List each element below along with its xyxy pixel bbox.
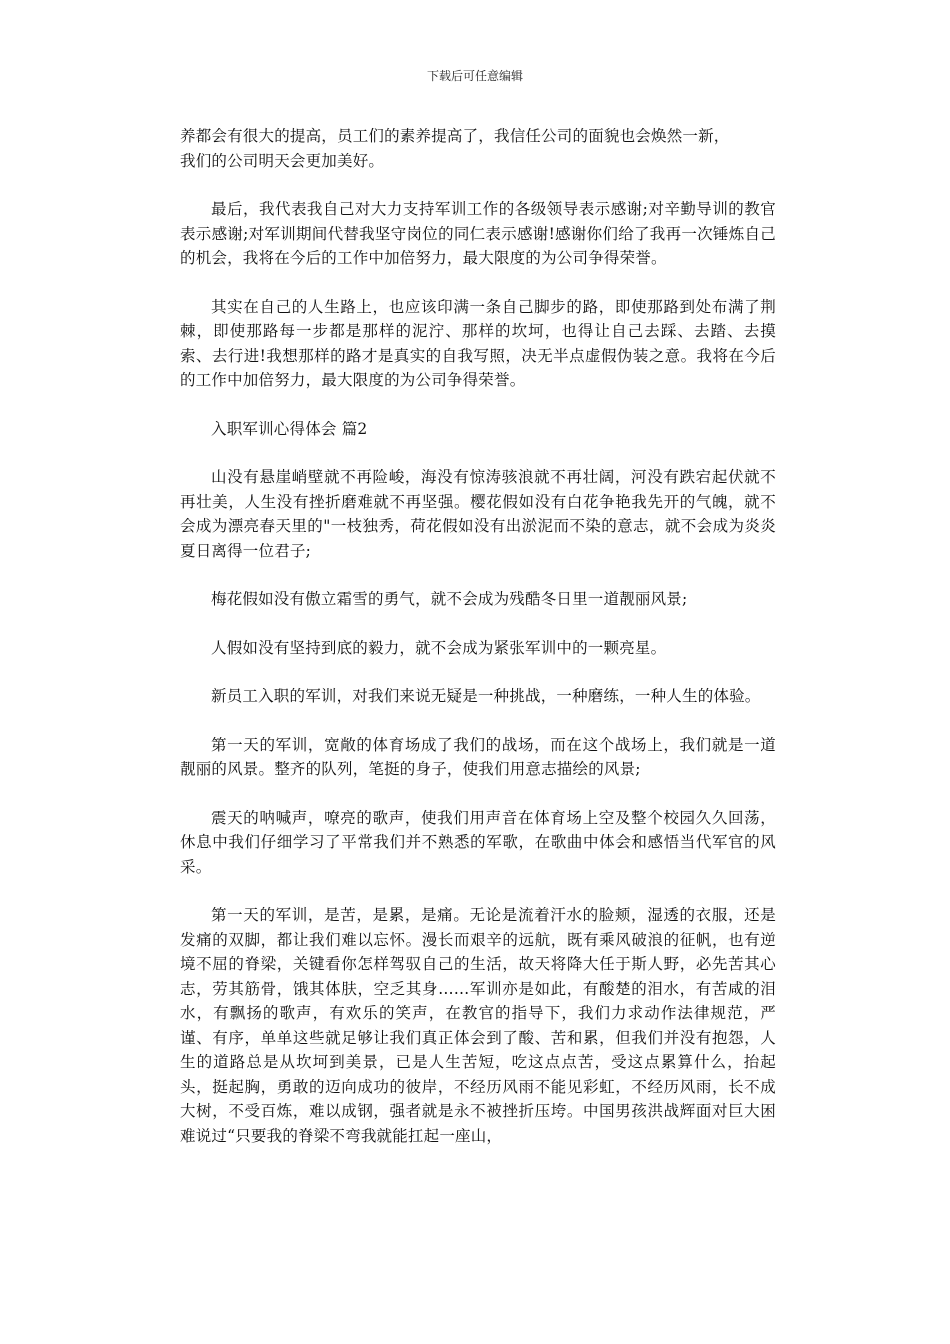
- page-header-note: 下载后可任意编辑: [426, 69, 523, 83]
- paragraph-thanks: 最后，我代表我自己对大力支持军训工作的各级领导表示感谢;对辛勤导训的教官表示感谢;对军训期间代替我坚守岗位的同仁表示感谢!感谢你们给了我再一次锤炼自己的机会，我将在今后的工作中加倍努力，最大限度的为公司争得荣誉。: [180, 200, 776, 267]
- document-body: [180, 124, 776, 1172]
- section-heading: 入职军训心得体会 篇2: [211, 419, 368, 438]
- paragraph-hardship: 第一天的军训，是苦，是累，是痛。无论是流着汗水的脸颊，湿透的衣服，还是发痛的双脚，都让我们难以忘怀。漫长而艰辛的远航，既有乘风破浪的征帆，也有逆境不屈的脊梁，关键看你怎样驾驭自己的生活，故天将降大任于斯人野，必先苦其心志，劳其筋骨，饿其体肤，空乏其身……军训亦是如此，有酸楚的泪水，有苦咸的泪水，有飘扬的歌声，有欢乐的笑声，在教官的指导下，我们力求动作法律规范，严谨、有序，单单这些就足够让我们真正体会到了酸、苦和累，但我们并没有抱怨，人生的道路总是从坎坷到美景，已是人生苦短，吃这点点苦，受这点累算什么，抬起头，挺起胸，勇敢的迈向成功的彼岸，不经历风雨不能见彩虹，不经历风雨，长不成大树，不受百炼，难以成钢，强者就是永不被挫折压垮。中国男孩洪战辉面对巨大困难说过“只要我的脊梁不弯我就能扛起一座山，: [180, 906, 776, 1145]
- paragraph-life-road: 其实在自己的人生路上，也应该印满一条自己脚步的路，即使那路到处布满了荆棘，即使那路每一步都是那样的泥泞、那样的坎坷，也得让自己去踩、去踏、去摸索、去行进!我想那样的路才是真实的自我写照，决无半点虚假伪装之意。我将在今后的工作中加倍努力，最大限度的为公司争得荣誉。: [180, 297, 776, 389]
- paragraph-first-day: 第一天的军训，宽敞的体育场成了我们的战场，而在这个战场上，我们就是一道靓丽的风景。整齐的队列，笔挺的身子，使我们用意志描绘的风景;: [180, 735, 776, 778]
- paragraph-perseverance: 人假如没有坚持到底的毅力，就不会成为紧张军训中的一颗亮星。: [211, 638, 667, 657]
- paragraph-continuation: 养都会有很大的提高，员工们的素养提高了，我信任公司的面貌也会焕然一新， 我们的公司明天会更加美好。: [180, 127, 730, 170]
- paragraph-new-employee: 新员工入职的军训，对我们来说无疑是一种挑战，一种磨练，一种人生的体验。: [211, 687, 761, 705]
- paragraph-plum: 梅花假如没有傲立霜雪的勇气，就不会成为残酷冬日里一道靓丽风景;: [211, 590, 688, 608]
- paragraph-shouting: 震天的呐喊声，嘹亮的歌声，使我们用声音在体育场上空及整个校园久久回荡，休息中我们仔细学习了平常我们并不熟悉的军歌，在歌曲中体会和感悟当代军官的风采。: [180, 808, 776, 876]
- paragraph-mountain: 山没有悬崖峭壁就不再险峻，海没有惊涛骇浪就不再壮阔，河没有跌宕起伏就不再壮美，人生没有挫折磨难就不再坚强。樱花假如没有白花争艳我先开的气魄，就不会成为漂亮春天里的"一枝独秀，荷花假如没有出淤泥而不染的意志，就不会成为炎炎夏日离得一位君子;: [180, 468, 776, 560]
